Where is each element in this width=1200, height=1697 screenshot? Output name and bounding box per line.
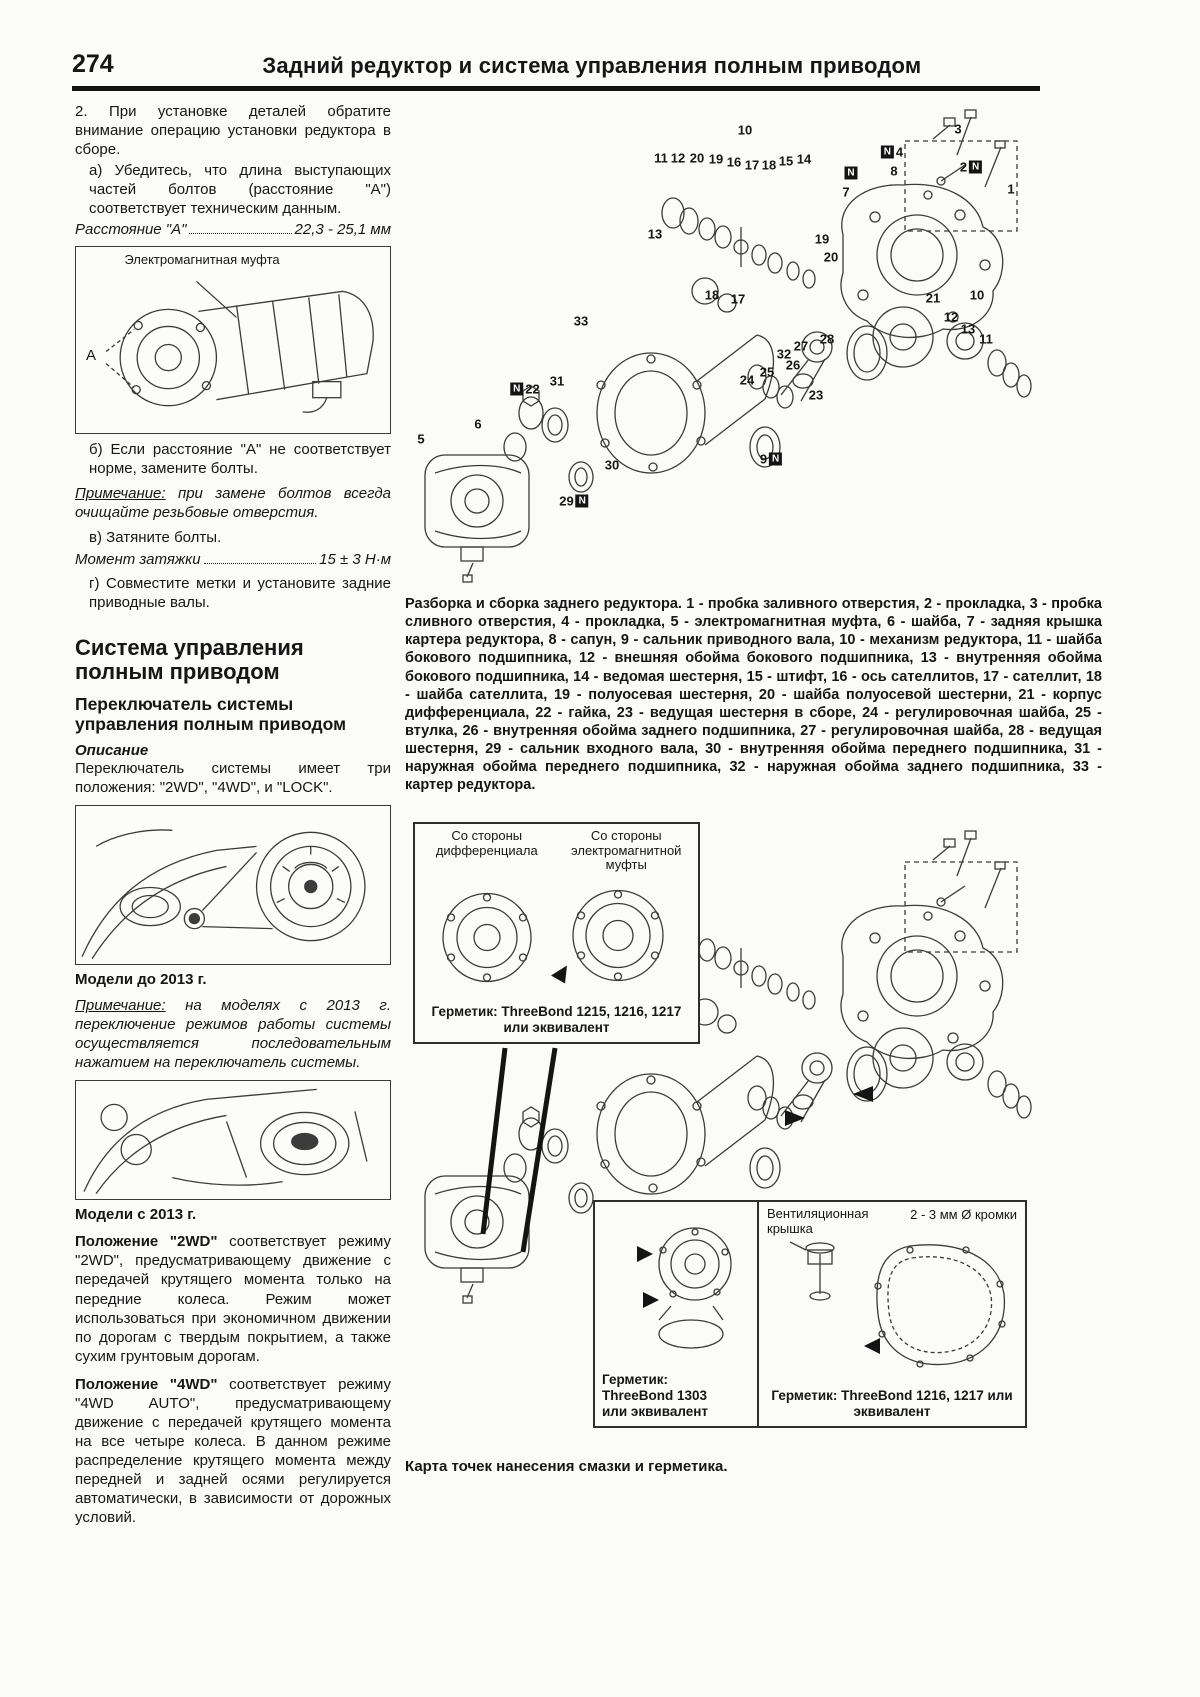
label-clutch-side: Со стороны электромагнитной муфты [571,828,682,873]
part-callout: 10 [737,122,753,138]
note-2013 [75,996,391,1072]
step-2v-text: в) Затяните болты. [89,529,222,547]
section-title: Система управления полным приводом [75,634,304,685]
n-marker-badge: N [845,167,858,180]
spec-torque-value: 15 ± 3 Н·м [319,550,391,568]
page-header [72,50,1040,91]
part-callout: 11 [979,331,993,347]
part-callout: 20 [689,150,705,166]
part-callout: 23 [808,387,824,403]
label-differential-side: Со стороны дифференциала [435,828,538,858]
spec-distance-label: Расстояние "А" [75,221,187,239]
part-callout: 32 [776,346,792,362]
dot-leader [204,563,317,564]
mode-2wd-lead: Положение "2WD" [75,1233,218,1251]
note-text: на моделях с 2013 г. переключение режимов работы системы осуществляется последовательным нажатием на переключатель системы. [75,997,391,1072]
part-callout: 17 [730,291,746,307]
part-callout: 11 [654,150,668,166]
part-callout: 33 [573,313,589,329]
dot-leader [189,233,291,234]
vent-cover-box [757,1200,1027,1428]
label-sealant-1216: Герметик: ThreeBond 1216, 1217 или эквивалент [771,1388,1013,1420]
part-callout: 18 [761,157,777,173]
step-2b-text: б) Если расстояние "А" не соответствует норме, замените болты. [89,441,391,478]
figure-caption-pre2013: Модели до 2013 г. [75,971,207,989]
part-callout: 5 [417,431,425,447]
pinion-sealant-box [593,1200,759,1428]
n-marker-badge: N [769,453,782,466]
mode-2wd-text: соответствует режиму "2WD", предусматривающему движение с передачей крутящего момента только на передние колеса. Режим может использоваться при экономичном движении по дорогам с твердым покрытием, а также сухим грунтовым дорогам. [75,1233,391,1365]
pinion-sealant-drawing [595,1202,757,1370]
page-number: 274 [72,50,114,78]
part-callout: 12 [943,309,959,325]
note-label: Примечание: [75,997,166,1015]
label-vent-cover: Вентиляционная крышка [767,1206,869,1237]
label-sealant-1215: Герметик: ThreeBond 1215, 1216, 1217 или эквивалент [431,1004,682,1036]
step-2a-text: а) Убедитесь, что длина выступающих частей болтов (расстояние "А") соответствует техническим данным. [89,162,391,218]
part-callout: 16 [726,154,742,170]
note-bolts [75,484,391,522]
left-column [75,102,391,1527]
exploded-diagram-callouts [405,95,1102,587]
mode-2wd-paragraph [75,1232,391,1365]
part-callout: 7 [842,184,850,200]
part-callout: 12 [670,150,686,166]
step-2g-text: г) Совместите метки и установите задние приводные валы. [89,574,391,611]
figure-electromagnetic-clutch [75,246,391,434]
part-callout: 24 [739,372,755,388]
n-marker-badge: N [576,495,589,508]
part-callout: 8 [890,163,898,179]
part-callout: 18 [704,287,720,303]
subsection-title: Переключатель системы управления полным приводом [75,693,347,734]
part-callout: 21 [925,290,941,306]
part-callout: 29 N [559,494,588,509]
part-callout: 25 [759,364,775,380]
step-2-text: 2. При установке деталей обратите внимание операцию установки редуктора в сборе. [75,103,391,159]
spec-distance-value: 22,3 - 25,1 мм [294,221,391,239]
figure-exploded-view [405,95,1102,587]
part-callout: 1 [1007,181,1015,197]
clutch-drawing [76,247,390,433]
figure-console-2013 [75,1080,391,1200]
part-callout: 9 N [760,452,782,467]
clutch-label: Электромагнитная муфта [124,252,280,268]
vent-cover-drawing [759,1228,1025,1378]
note-label: Примечание: [75,485,166,503]
dimension-a-label: А [86,347,97,365]
flange-faces-inset [413,822,700,1044]
mode-4wd-paragraph [75,1375,391,1527]
mode-4wd-lead: Положение "4WD" [75,1375,218,1393]
n-marker-badge: N [881,146,894,159]
part-callout: 3 [954,121,962,137]
part-callout: 6 [474,416,482,432]
part-callout: 26 [785,357,801,373]
right-column [405,95,1102,1475]
console-pre2013-drawing [76,806,390,964]
spec-torque [75,551,391,568]
description-heading: Описание [75,742,149,760]
part-callout: 19 [814,231,830,247]
note-text: при замене болтов всегда очищайте резьбовые отверстия. [75,485,391,522]
part-callout: 30 [604,457,620,473]
part-callout [845,167,858,180]
part-callout: 19 [708,151,724,167]
n-marker-badge: N [510,383,523,396]
flange-faces-drawing [415,875,698,1002]
exploded-view-caption: Разборка и сборка заднего редуктора. 1 - пробка заливного отверстия, 2 - прокладка, 3 - пробка сливного отверстия, 4 - прокладка, 5 - электромагнитная муфта, 6 - шайба, 7 - задняя крышка картера редуктора, 8 - сапун, 9 - сальник приводного вала, 10 - механизм редуктора, 11 - шайба бокового подшипника, 12 - внешняя обойма бокового подшипника, 13 - внутренняя обойма бокового подшипника, 14 - ведомая шестерня, 15 - штифт, 16 - ось сателлитов, 17 - сателлит, 18 - шайба сателлита, 19 - полуосевая шестерня, 20 - шайба полуосевой шестерни, 21 - корпус дифференциала, 22 - гайка, 23 - ведущая шестерня в сборе, 24 - регулировочная шайба, 25 - втулка, 26 - внутренняя обойма заднего подшипника, 27 - регулировочная шайба, 28 - ведущая шестерня, 29 - сальник входного вала, 30 - внутренняя обойма переднего подшипника, 31 - наружная обойма переднего подшипника, 32 - наружная обойма заднего подшипника, 33 - картер редуктора. [405,596,1102,794]
page-title: Задний редуктор и система управления полным приводом [262,53,922,78]
part-callout: 13 [647,226,663,242]
part-callout: 28 [819,331,835,347]
figure-sealant-map [405,806,1102,1448]
part-callout: 14 [796,151,812,167]
part-callout: 2 N [960,160,982,175]
console-2013-drawing [76,1081,390,1199]
part-callout: N 22 [510,382,539,397]
part-callout: 13 [960,321,976,337]
part-callout: N 4 [881,145,903,160]
part-callout: 31 [549,373,565,389]
description-text: Переключатель системы имеет три положения: "2WD", "4WD", и "LOCK". [75,760,391,797]
spec-distance [75,221,391,238]
part-callout: 27 [793,338,809,354]
part-callout: 20 [823,249,839,265]
part-callout: 17 [744,157,760,173]
figure-caption-2013: Модели с 2013 г. [75,1206,197,1224]
spec-torque-label: Момент затяжки [75,550,201,568]
sealant-map-caption: Карта точек нанесения смазки и герметика. [405,1458,728,1476]
part-callout: 10 [969,287,985,303]
mode-4wd-text: соответствует режиму "4WD AUTO", предусматривающему движение с передачей крутящего момента на все четыре колеса. В данном режиме распределение крутящего момента между передней и задней осями регулируется автоматически, в зависимости от дорожных условий. [75,1375,391,1527]
part-callout: 15 [778,153,794,169]
figure-console-pre2013 [75,805,391,965]
label-edge-spec: 2 - 3 мм Ø кромки [910,1207,1017,1223]
n-marker-badge: N [969,161,982,174]
label-sealant-1303: Герметик: ThreeBond 1303 или эквивалент [602,1371,709,1420]
